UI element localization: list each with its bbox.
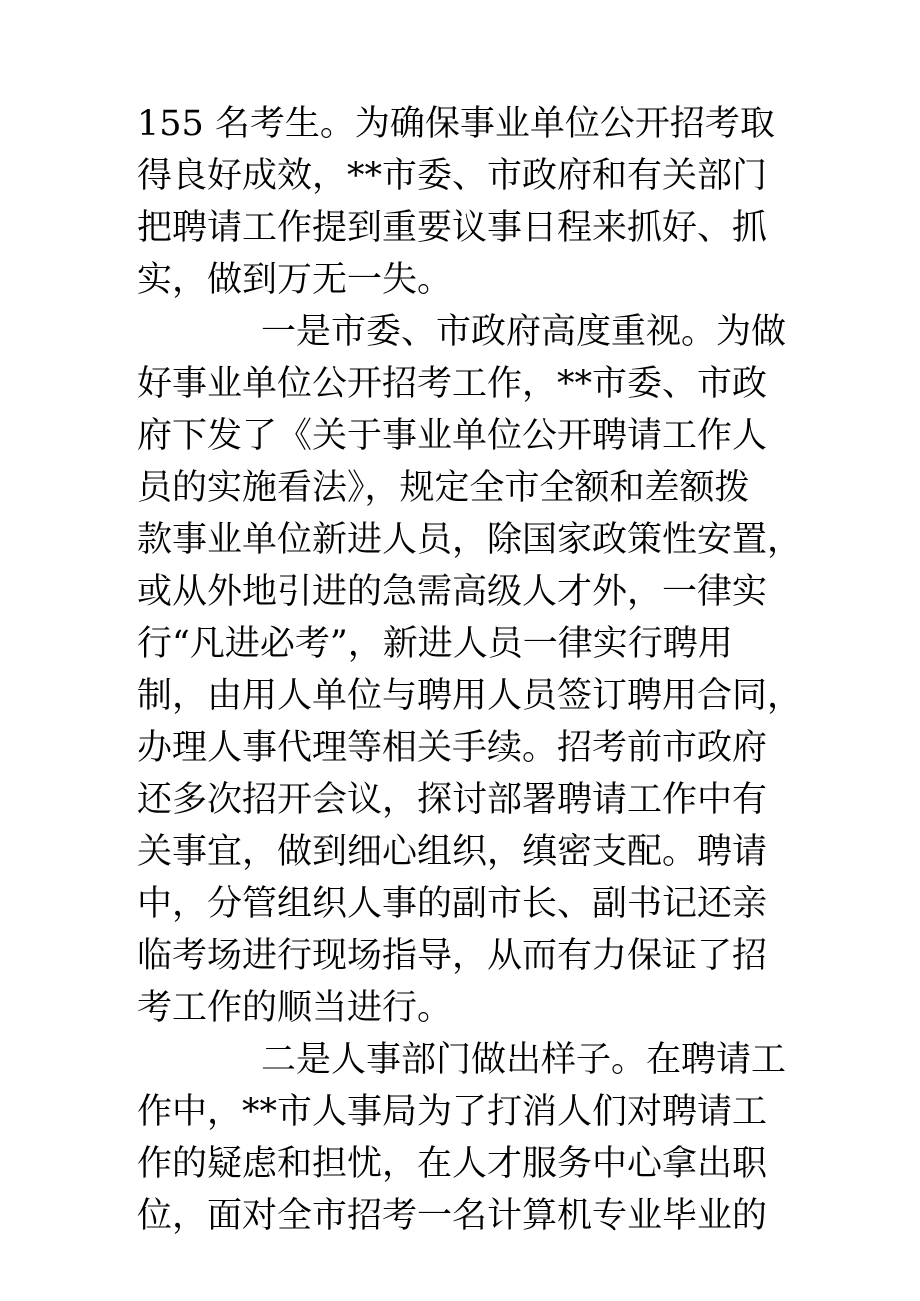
- text-line: 作的疑虑和担忧，在人才服务中心拿出职: [137, 1144, 768, 1184]
- text-line: 制，由用人单位与聘用人员签订聘用合同，: [137, 676, 803, 716]
- text-line: 实，做到万无一失。: [137, 260, 453, 300]
- text-line: 关事宜，做到细心组织，缜密支配。聘请: [137, 832, 768, 872]
- text-line: 府下发了《关于事业单位公开聘请工作人: [137, 416, 768, 456]
- text-line: 好事业单位公开招考工作，**市委、市政: [137, 364, 768, 404]
- text-line: 作中，**市人事局为了打消人们对聘请工: [137, 1092, 768, 1132]
- text-line: 办理人事代理等相关手续。招考前市政府: [137, 728, 768, 768]
- text-line: 位，面对全市招考一名计算机专业毕业的: [137, 1196, 768, 1236]
- text-line: 款事业单位新进人员，除国家政策性安置，: [137, 520, 803, 560]
- text-line: 或从外地引进的急需高级人才外，一律实: [137, 572, 768, 612]
- text-line: 155 名考生。为确保事业单位公开招考取: [137, 104, 775, 144]
- text-line: 还多次招开会议，探讨部署聘请工作中有: [137, 780, 768, 820]
- text-line: 行“凡进必考”，新进人员一律实行聘用: [137, 624, 733, 664]
- text-line: 员的实施看法》，规定全市全额和差额拨: [137, 468, 750, 508]
- paragraph-first-line: 一是市委、市政府高度重视。为做: [261, 312, 787, 352]
- paragraph-first-line: 二是人事部门做出样子。在聘请工: [261, 1040, 787, 1080]
- text-line: 临考场进行现场指导，从而有力保证了招: [137, 936, 768, 976]
- text-line: 中，分管组织人事的副市长、副书记还亲: [137, 884, 768, 924]
- text-line: 考工作的顺当进行。: [137, 988, 453, 1028]
- body-text: [137, 98, 803, 1242]
- text-line: 把聘请工作提到重要议事日程来抓好、抓: [137, 208, 768, 248]
- text-line: 得良好成效，**市委、市政府和有关部门: [137, 156, 768, 196]
